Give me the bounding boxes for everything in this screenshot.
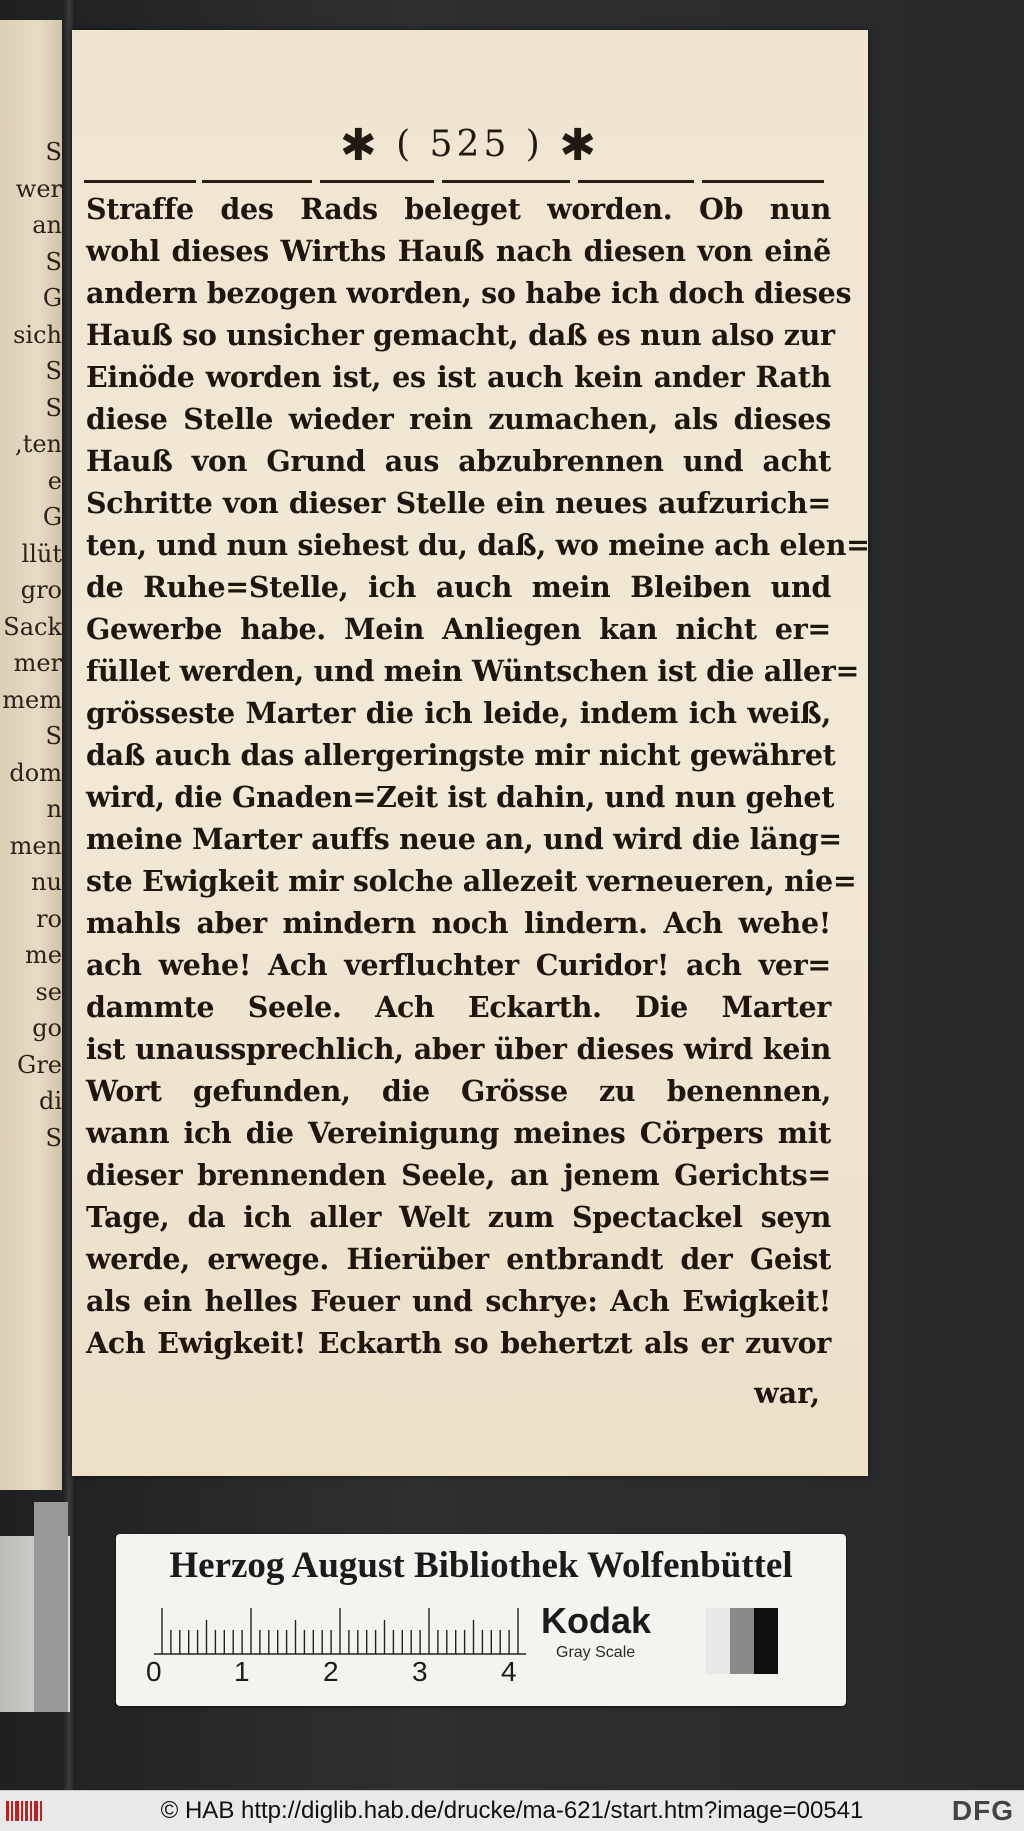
text-line: daß auch das allergeringste mir nicht gewähret bbox=[86, 738, 836, 772]
prev-page-fragment: S bbox=[45, 1123, 62, 1152]
scale-ruler bbox=[154, 1606, 526, 1656]
left-card-side bbox=[34, 1502, 68, 1712]
gray-patch-light bbox=[706, 1608, 730, 1674]
copyright-url[interactable]: © HAB http://diglib.hab.de/drucke/ma-621/start.htm?image=00541 bbox=[160, 1797, 864, 1824]
text-line: Einöde worden ist, es ist auch kein ander Rath bbox=[86, 360, 831, 394]
ruler-number: 0 bbox=[146, 1656, 162, 1687]
prev-page-fragment: ro bbox=[36, 904, 62, 933]
header-rule bbox=[320, 180, 434, 183]
prev-page-fragment: go bbox=[32, 1014, 62, 1042]
header-rule bbox=[442, 180, 570, 183]
prev-page-fragment: n bbox=[46, 795, 62, 823]
header-rule bbox=[578, 180, 694, 183]
ruler-ticks bbox=[154, 1606, 526, 1656]
prev-page-fragment: ten, bbox=[15, 430, 62, 458]
text-line: wird, die Gnaden=Zeit ist dahin, und nun gehet bbox=[86, 780, 835, 814]
prev-page-fragment: S bbox=[45, 138, 62, 166]
text-line: füllet werden, und mein Wüntschen ist die aller= bbox=[86, 654, 860, 688]
prev-page-fragment: G bbox=[42, 284, 62, 312]
asterisk-ornament-icon: ✱ bbox=[339, 120, 381, 171]
prev-page-fragment: Gre bbox=[17, 1050, 62, 1079]
book-page bbox=[72, 30, 868, 1476]
gray-scale-caption: Gray Scale bbox=[556, 1644, 636, 1661]
text-line: diese Stelle wieder rein zumachen, als dieses bbox=[86, 402, 831, 436]
text-line: de Ruhe=Stelle, ich auch mein Bleiben und bbox=[86, 570, 831, 604]
text-line: wann ich die Vereinigung meines Cörpers mit bbox=[86, 1116, 831, 1150]
prev-page-fragment: dom bbox=[9, 758, 62, 787]
catchword: war, bbox=[754, 1376, 820, 1410]
prev-page-fragment: di bbox=[38, 1087, 62, 1115]
footer-bar bbox=[0, 1790, 1024, 1831]
text-line: Hauß von Grund aus abzubrennen und acht bbox=[86, 444, 831, 478]
previous-page-edge bbox=[0, 20, 64, 1490]
prev-page-fragment: e bbox=[47, 466, 62, 495]
page-number: 525 bbox=[429, 124, 511, 165]
prev-page-fragment: mem bbox=[2, 685, 62, 714]
text-line: Ach Ewigkeit! Eckarth so behertzt als er zuvor bbox=[86, 1326, 831, 1360]
text-line: werde, erwege. Hierüber entbrandt der Geist bbox=[86, 1242, 831, 1276]
text-line: Wort gefunden, die Grösse zu benennen, bbox=[86, 1074, 831, 1108]
prev-page-fragment: se bbox=[35, 977, 62, 1006]
dfg-logo: DFG bbox=[951, 1795, 1014, 1826]
prev-page-fragment: nu bbox=[31, 868, 62, 896]
text-line: mahls aber mindern noch lindern. Ach wehe! bbox=[86, 906, 831, 940]
text-line: ist unaussprechlich, aber über dieses wird kein bbox=[86, 1032, 831, 1066]
prev-page-fragment: men bbox=[9, 831, 62, 860]
prev-page-fragment: Sack bbox=[3, 612, 62, 641]
prev-page-fragment: an bbox=[32, 211, 62, 239]
header-rule bbox=[702, 180, 824, 183]
prev-page-fragment: S bbox=[45, 393, 62, 422]
text-line: dieser brennenden Seele, an jenem Gerichts= bbox=[86, 1158, 831, 1192]
text-line: ach wehe! Ach verfluchter Curidor! ach ver= bbox=[86, 948, 831, 982]
prev-page-fragment: S bbox=[45, 247, 62, 276]
header-rule bbox=[84, 180, 196, 183]
text-line: ten, und nun siehest du, daß, wo meine ach elen= bbox=[86, 528, 870, 562]
ruler-number: 4 bbox=[501, 1656, 517, 1687]
ruler-number: 2 bbox=[323, 1656, 339, 1687]
prev-page-fragment: G bbox=[42, 503, 62, 531]
prev-page-fragment: gro bbox=[20, 576, 62, 604]
prev-page-fragment: S bbox=[45, 357, 62, 385]
prev-page-fragment: S bbox=[45, 722, 62, 750]
text-line: wohl dieses Wirths Hauß nach diesen von einẽ bbox=[86, 234, 831, 268]
text-line: Straffe des Rads beleget worden. Ob nun bbox=[86, 192, 831, 226]
text-line: dammte Seele. Ach Eckarth. Die Marter bbox=[86, 990, 831, 1024]
library-name: Herzog August Bibliothek Wolfenbüttel bbox=[169, 1545, 793, 1586]
header-rule bbox=[202, 180, 312, 183]
ruler-number: 3 bbox=[412, 1656, 428, 1687]
ruler-number: 1 bbox=[234, 1656, 250, 1687]
kodak-logo: Kodak bbox=[541, 1600, 652, 1641]
gray-patch-dark bbox=[754, 1608, 778, 1674]
text-line: grösseste Marter die ich leide, indem ich weiß, bbox=[86, 696, 831, 730]
asterisk-ornament-icon: ✱ bbox=[559, 120, 601, 171]
prev-page-fragment: me bbox=[25, 941, 62, 969]
text-line: Schritte von dieser Stelle ein neues aufzurich= bbox=[86, 486, 831, 520]
text-line: ste Ewigkeit mir solche allezeit verneueren, nie= bbox=[86, 864, 857, 898]
page-body-text bbox=[86, 188, 870, 1364]
text-line: Hauß so unsicher gemacht, daß es nun also zur bbox=[86, 318, 835, 352]
prev-page-fragment: sich bbox=[13, 320, 62, 349]
text-line: als ein helles Feuer und schrye: Ach Ewigkeit! bbox=[86, 1284, 831, 1318]
prev-page-fragment: llüt bbox=[21, 539, 62, 568]
gray-patch-mid bbox=[730, 1608, 754, 1674]
prev-page-fragment: mer bbox=[13, 649, 62, 677]
page-header: ✱ ( 525 ) ✱ bbox=[339, 120, 601, 171]
prev-page-fragment: wer bbox=[15, 174, 62, 203]
library-color-target-label bbox=[116, 1534, 846, 1706]
text-line: Tage, da ich aller Welt zum Spectackel seyn bbox=[86, 1200, 831, 1234]
text-line: meine Marter auffs neue an, und wird die läng= bbox=[86, 822, 842, 856]
text-line: andern bezogen worden, so habe ich doch dieses bbox=[86, 276, 852, 310]
text-line: Gewerbe habe. Mein Anliegen kan nicht er= bbox=[86, 612, 831, 646]
